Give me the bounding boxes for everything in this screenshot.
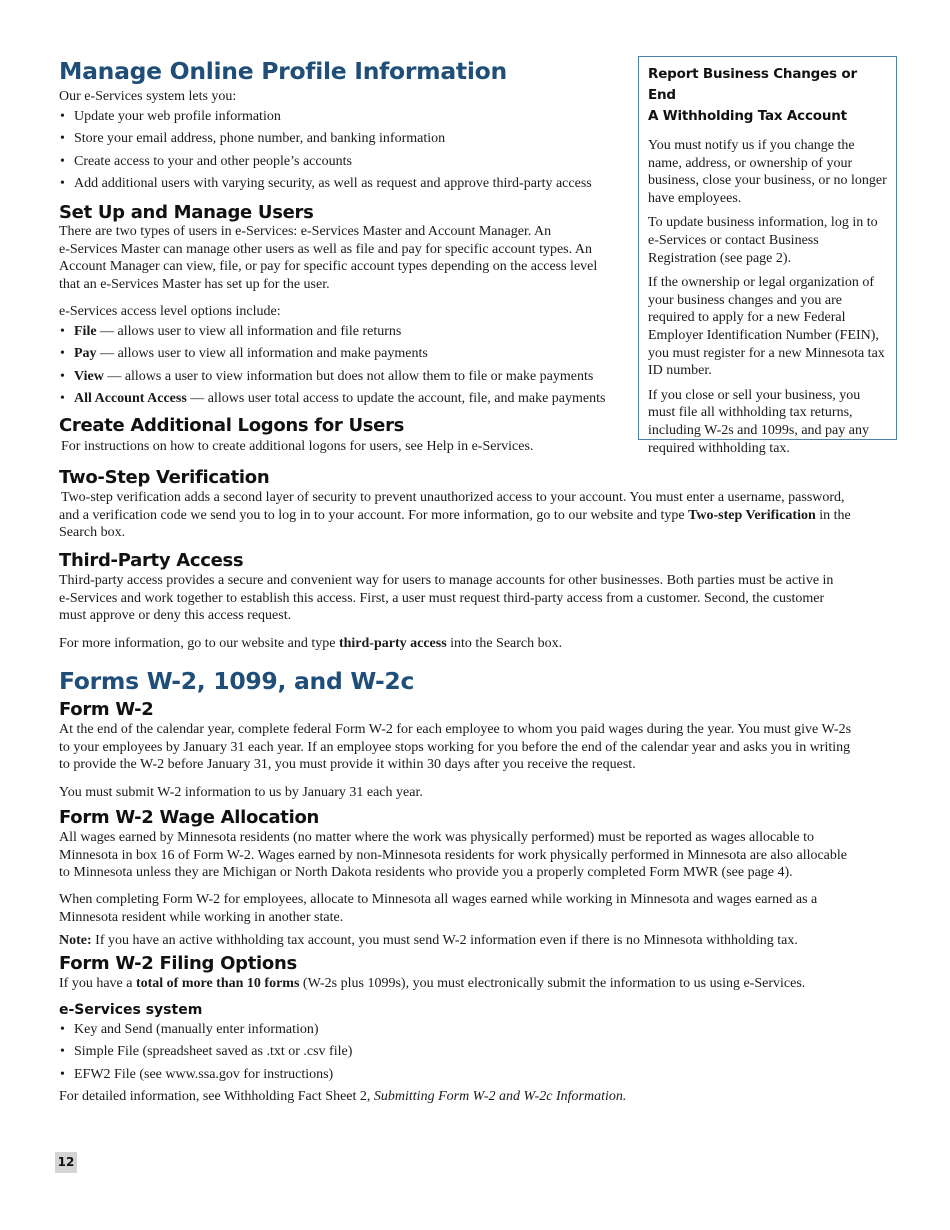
list-item: • File — allows user to view all information and file returns <box>60 324 402 339</box>
sidebar-paragraph: To update business information, log in to e-Services or contact Business Registration (see page 2). <box>648 215 878 266</box>
page-title: Manage Online Profile Information <box>59 57 507 85</box>
list-item: • Create access to your and other people’s accounts <box>60 153 352 169</box>
bullet-icon: • <box>60 153 65 169</box>
list-item: • Add additional users with varying security, as well as request and approve third-party access <box>60 175 592 191</box>
list-item: • Pay — allows user to view all information and make payments <box>60 346 428 362</box>
sidebar-paragraph: You must notify us if you change the name, address, or ownership of your business, close your business, or no longer have employees. <box>648 138 887 206</box>
list-item: • Key and Send (manually enter information) <box>60 1022 319 1037</box>
page-number: 12 <box>55 1152 77 1173</box>
wage-allocation-heading: Form W-2 Wage Allocation <box>59 807 320 828</box>
profile-intro: Our e-Services system lets you: <box>59 89 237 104</box>
eservices-system-heading: e-Services system <box>59 1002 203 1018</box>
list-item: • View — allows a user to view information but does not allow them to file or make payments <box>60 368 594 384</box>
form-w2-heading: Form W-2 <box>59 699 154 720</box>
list-item: • EFW2 File (see www.ssa.gov for instructions) <box>60 1066 334 1082</box>
list-item: • All Account Access — allows user total access to update the account, file, and make payments <box>60 390 606 406</box>
bullet-icon: • <box>60 346 65 362</box>
bullet-icon: • <box>60 131 65 147</box>
bullet-icon: • <box>60 109 65 124</box>
eservices-system-list <box>59 1021 352 1083</box>
form-w2-text: At the end of the calendar year, complete federal Form W-2 for each employee to whom you paid wages during the year. You must give W-2s to your employees by January 31 each year. If an employee stops working for you before the end of the calendar year and asks you in writing to provide the W-2 before January 31, you must provide it within 30 days after you receive the request. <box>59 722 852 773</box>
detailed-info-reference: For detailed information, see Withholding Fact Sheet 2, Submitting Form W-2 and W-2c Information. <box>59 1089 627 1104</box>
sidebar-title: Report Business Changes or End A Withholding Tax Account <box>648 66 857 124</box>
two-step-text: Two-step verification adds a second layer of security to prevent unauthorized access to your account. You must enter a username, password, and a verification code we send you to log in to your account. For more information, go to our website and type Two-step Verification in the Search box. <box>59 490 851 541</box>
sidebar-body <box>648 137 887 457</box>
list-item: • Simple File (spreadsheet saved as .txt or .csv file) <box>60 1044 353 1060</box>
setup-users-heading: Set Up and Manage Users <box>59 202 314 223</box>
forms-title: Forms W-2, 1099, and W-2c <box>59 667 415 695</box>
list-item: • Store your email address, phone number, and banking information <box>60 131 446 147</box>
access-options-intro: e-Services access level options include: <box>59 304 281 319</box>
bullet-icon: • <box>60 390 65 406</box>
bullet-icon: • <box>60 1022 65 1037</box>
third-party-heading: Third-Party Access <box>59 550 244 571</box>
profile-bullet-list <box>59 108 592 192</box>
wage-allocation-text: All wages earned by Minnesota residents (no matter where the work was physically performed) must be reported as wages allocable to Minnesota in box 16 of Form W-2. Wages earned by non-Minnesota residents for work physically performed in Minnesota are also allocable to Minnesota unless they are Michigan or North Dakota residents who provide you a properly completed Form MWR (see page 4). <box>59 830 847 881</box>
access-options-list <box>59 323 605 407</box>
list-item: • Update your web profile information <box>60 109 281 124</box>
sidebar-paragraph: If you close or sell your business, you must file all withholding tax returns, including W-2s and 1099s, and pay any required withholding tax. <box>648 387 869 456</box>
filing-options-heading: Form W-2 Filing Options <box>59 953 297 974</box>
form-w2-submit-deadline: You must submit W-2 information to us by January 31 each year. <box>59 785 423 800</box>
withholding-note: Note: If you have an active withholding tax account, you must send W-2 information even if there is no Minnesota withholding tax. <box>59 933 798 948</box>
bullet-icon: • <box>60 368 65 384</box>
additional-logons-text: For instructions on how to create additional logons for users, see Help in e-Services. <box>61 439 534 454</box>
business-changes-sidebar <box>638 56 897 456</box>
bullet-icon: • <box>60 1066 65 1082</box>
third-party-more-info: For more information, go to our website and type third-party access into the Search box. <box>59 636 563 651</box>
sidebar-paragraph: If the ownership or legal organization of your business changes and you are required to apply for a new Federal Employer Identification Number (FEIN), you must register for a new Minnesota tax ID number. <box>648 275 885 379</box>
additional-logons-heading: Create Additional Logons for Users <box>59 415 405 436</box>
third-party-text: Third-party access provides a secure and convenient way for users to manage accounts for other businesses. Both parties must be active in e-Services and work together to establish this access. First, a user must request third-party access from a customer. Second, the customer must approve or deny this access request. <box>59 573 834 624</box>
filing-options-text: If you have a total of more than 10 forms (W-2s plus 1099s), you must electronically submit the information to us using e-Services. <box>59 976 806 991</box>
bullet-icon: • <box>60 1044 65 1060</box>
bullet-icon: • <box>60 175 65 191</box>
setup-users-text: There are two types of users in e-Services: e-Services Master and Account Manager. An e-Services Master can manage other users as well as file and pay for specific account types. An Account Manager can view, file, or pay for specific account types depending on the access level that an e-Services Master has set up for the user. <box>59 224 598 292</box>
two-step-heading: Two-Step Verification <box>59 467 270 488</box>
bullet-icon: • <box>60 324 65 339</box>
wage-allocation-text-2: When completing Form W-2 for employees, allocate to Minnesota all wages earned while working in Minnesota and wages earned as a Minnesota resident while working in another state. <box>59 892 818 925</box>
